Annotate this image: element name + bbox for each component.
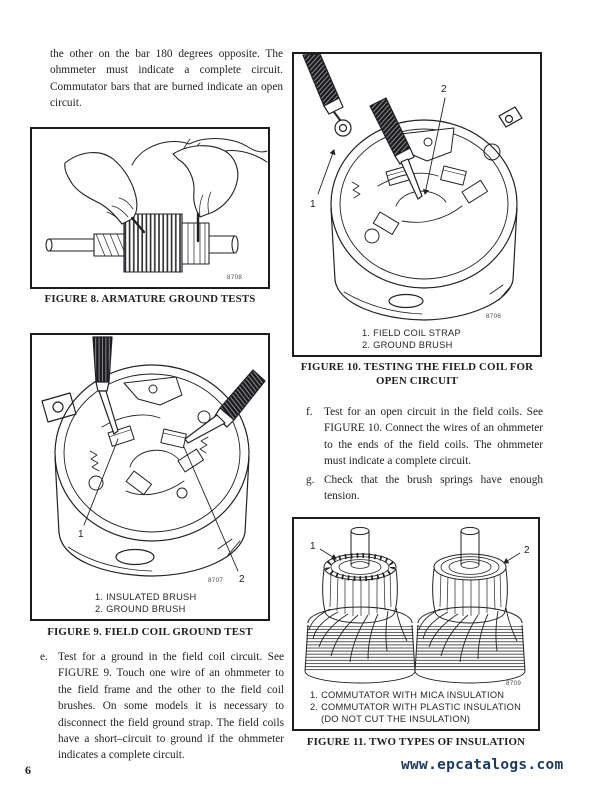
- item-g-label: g.: [306, 474, 315, 486]
- armature-ground-test-illustration: [32, 129, 268, 287]
- figure10-caption-line1: FIGURE 10. TESTING THE FIELD COIL FOR: [300, 361, 534, 373]
- figure-10-box: [292, 52, 542, 357]
- figure11-drawing-number: 8709: [506, 680, 522, 687]
- callout-2: 2: [239, 574, 245, 585]
- figure-9-box: [30, 333, 270, 621]
- test-probe-1: [303, 54, 351, 136]
- legend-line: 2. GROUND BRUSH: [95, 604, 186, 614]
- figure8-caption: FIGURE 8. ARMATURE GROUND TESTS: [44, 293, 256, 305]
- legend-line: 1. INSULATED BRUSH: [95, 592, 197, 602]
- list-item-f: [306, 404, 543, 470]
- legend-line: 1. COMMUTATOR WITH MICA INSULATION: [310, 690, 505, 700]
- figure9-caption: FIGURE 9. FIELD COIL GROUND TEST: [47, 626, 253, 638]
- figure9-legend: [32, 591, 268, 619]
- figure10-caption-line2: OPEN CIRCUIT: [376, 374, 458, 387]
- legend-line: 2. COMMUTATOR WITH PLASTIC INSULATION: [310, 702, 522, 712]
- legend-line: (DO NOT CUT THE INSULATION): [321, 714, 471, 724]
- figure11-caption: FIGURE 11. TWO TYPES OF INSULATION: [306, 736, 526, 748]
- brush-assembly: [352, 128, 500, 243]
- armature: [46, 214, 238, 272]
- callout-1: 1: [310, 541, 316, 552]
- item-g-text: Check that the brush springs have enough tension.: [324, 474, 543, 503]
- list-item-e: [40, 649, 284, 764]
- legend-line: 1. FIELD COIL STRAP: [362, 328, 461, 338]
- callout-2: 2: [441, 84, 447, 95]
- figure9-drawing-number: 8707: [208, 577, 224, 584]
- figure10-legend: [294, 327, 540, 355]
- callout-2: 2: [524, 545, 530, 556]
- figure-8-box: [30, 127, 270, 289]
- field-coil-open-circuit-test-illustration: [294, 54, 540, 324]
- commutator-mica: [305, 527, 415, 683]
- figure-11-box: [292, 517, 540, 731]
- commutator-plastic: [415, 527, 525, 683]
- callout-1: 1: [310, 199, 316, 210]
- figure10-drawing-number: 8706: [486, 313, 502, 320]
- item-e-label: e.: [40, 651, 48, 663]
- callout-arrow-1: [318, 150, 334, 194]
- figure8-drawing-number: 8708: [227, 274, 243, 281]
- test-probe-2: [185, 370, 265, 443]
- test-probe-1: [93, 337, 118, 434]
- epcatalogs-watermark-link[interactable]: www.epcatalogs.com: [401, 757, 564, 773]
- callout-leader-2: [184, 447, 238, 571]
- intro-paragraph: the other on the bar 180 degrees opposite. The ohmmeter must indicate a complete circuit. Commutator bars that are burned indicate an open circuit.: [50, 48, 283, 110]
- item-f-text: Test for an open circuit in the field coils. See FIGURE 10. Connect the wires of an ohmmeter to the ends of the field coils. The ohmmeter must indicate a complete circuit.: [324, 406, 543, 468]
- figure11-legend: [294, 689, 538, 729]
- callout-arrow-1: [320, 549, 336, 559]
- list-item-g: [306, 472, 543, 505]
- commutator-insulation-types-illustration: [294, 519, 538, 689]
- figure10-caption: [292, 361, 542, 388]
- item-e-text: Test for a ground in the field coil circuit. See FIGURE 9. Touch one wire of an ohmmeter to the field frame and the other to the field coil brushes. On some models it is necessary to disconnect the field ground strap. The field coils have a short–circuit to ground if the ohmmeter indicates a complete circuit.: [58, 651, 284, 762]
- field-coil-ground-test-illustration: [32, 335, 268, 585]
- item-f-label: f.: [306, 406, 313, 418]
- page-number: 6: [25, 763, 31, 777]
- legend-line: 2. GROUND BRUSH: [362, 340, 453, 350]
- callout-1: 1: [78, 529, 84, 540]
- callout-arrow-2: [504, 553, 520, 563]
